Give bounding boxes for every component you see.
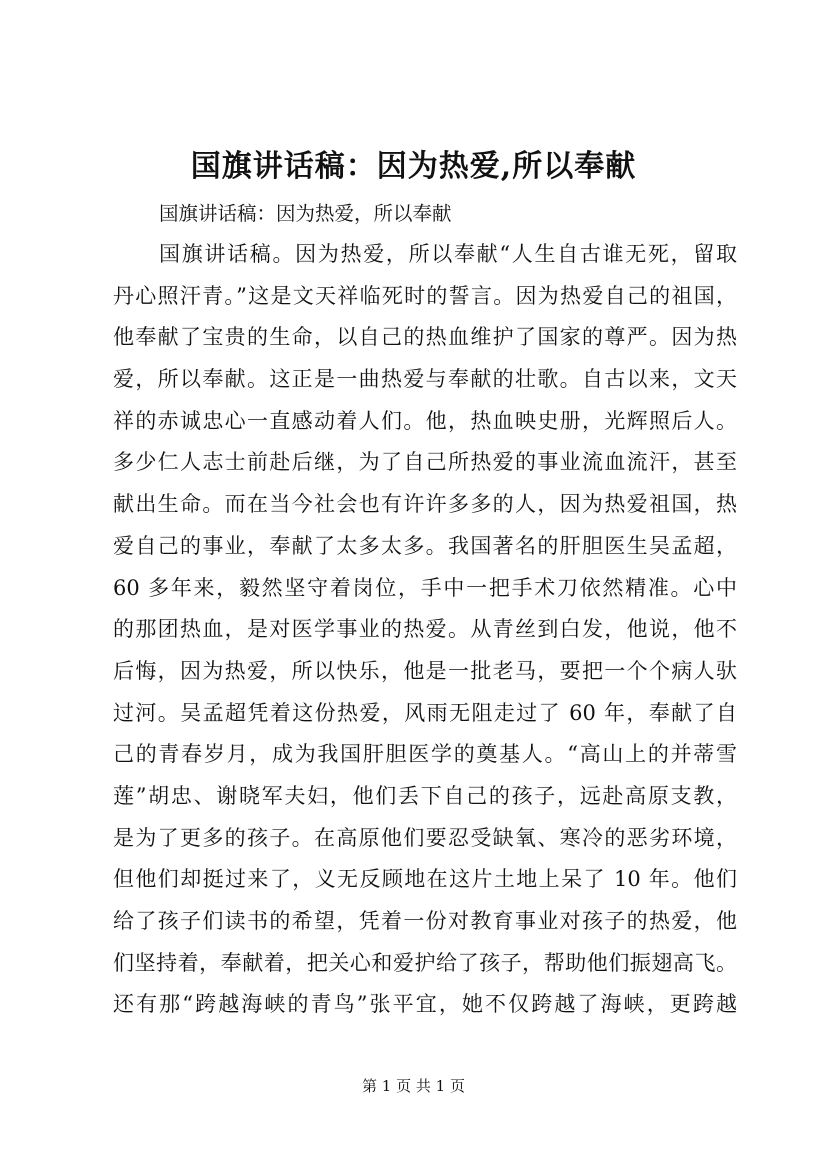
body-line: 爱，所以奉献。这正是一曲热爱与奉献的壮歌。自古以来，文天 [113, 367, 737, 392]
body-line: 的那团热血，是对医学事业的热爱。从青丝到白发，他说，他不 [113, 617, 737, 642]
document-body [113, 234, 737, 1026]
body-line: 过河。吴孟超凭着这份热爱，风雨无阻走过了 60 年，奉献了自 [113, 700, 737, 725]
body-line: 莲”胡忠、谢晓军夫妇，他们丢下自己的孩子，远赴高原支教， [113, 783, 737, 808]
body-line: 给了孩子们读书的希望，凭着一份对教育事业对孩子的热爱，他 [113, 909, 737, 933]
body-line: 祥的赤诚忠心一直感动着人们。他，热血映史册，光辉照后人。 [113, 408, 737, 433]
body-line: 献出生命。而在当今社会也有许许多多的人，因为热爱祖国，热 [113, 492, 737, 517]
body-line: 60 多年来，毅然坚守着岗位，手中一把手术刀依然精准。心中 [113, 575, 737, 600]
body-line: 后悔，因为热爱，所以快乐，他是一批老马，要把一个个病人驮 [113, 658, 737, 683]
body-line: 还有那“跨越海峡的青鸟”张平宜，她不仅跨越了海峡，更跨越 [113, 992, 737, 1017]
body-line: 多少仁人志士前赴后继，为了自己所热爱的事业流血流汗，甚至 [113, 450, 737, 475]
document-subtitle: 国旗讲话稿：因为热爱，所以奉献 [159, 202, 452, 225]
body-line: 己的青春岁月，成为我国肝胆医学的奠基人。“高山上的并蒂雪 [113, 742, 737, 767]
body-line: 是为了更多的孩子。在高原他们要忍受缺氧、寒冷的恶劣环境， [113, 825, 737, 850]
body-line: 丹心照汗青。”这是文天祥临死时的誓言。因为热爱自己的祖国， [113, 283, 737, 308]
body-line: 他奉献了宝贵的生命，以自己的热血维护了国家的尊严。因为热 [113, 325, 737, 350]
document-title: 国旗讲话稿：因为热爱,所以奉献 [190, 149, 637, 184]
body-line: 国旗讲话稿。因为热爱，所以奉献“人生自古谁无死，留取 [159, 242, 737, 266]
body-line: 但他们却挺过来了，义无反顾地在这片土地上呆了 10 年。他们 [113, 867, 737, 892]
body-line: 爱自己的事业，奉献了太多太多。我国著名的肝胆医生吴孟超， [113, 533, 737, 558]
page-number-footer: 第 1 页 共 1 页 [362, 1077, 465, 1095]
body-line: 们坚持着，奉献着，把关心和爱护给了孩子，帮助他们振翅高飞。 [113, 950, 737, 975]
